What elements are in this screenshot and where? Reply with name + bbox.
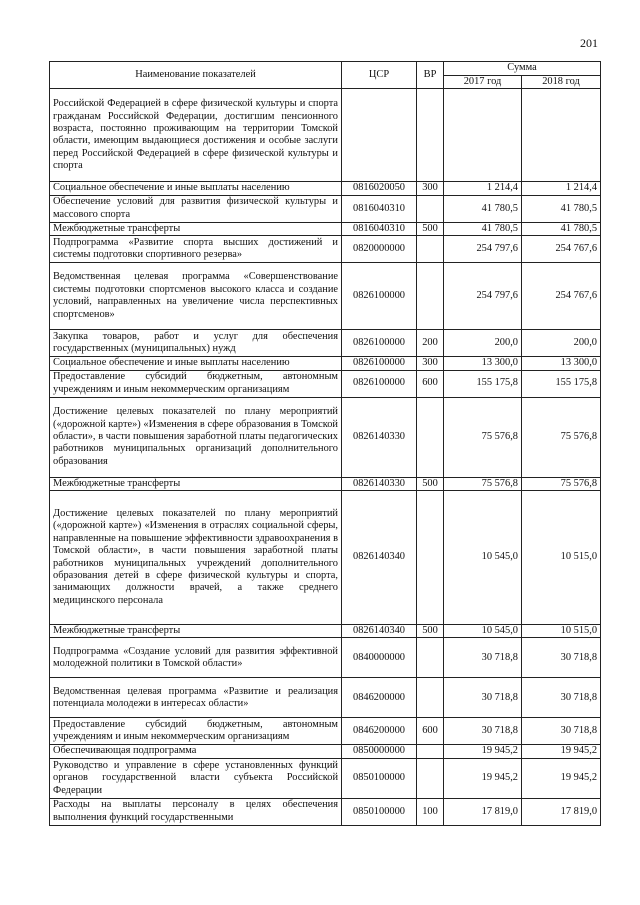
row-2018: 75 576,8 [522, 397, 601, 477]
row-csr: 0816040310 [342, 222, 417, 235]
row-csr: 0846200000 [342, 678, 417, 718]
table-row [50, 638, 601, 678]
row-name: Ведомственная целевая программа «Совершенствование системы подготовки спортсменов высокого класса и создание условий, направленных на увеличение числа перспективных спортсменов» [50, 263, 342, 330]
row-csr: 0850000000 [342, 745, 417, 758]
row-vr [417, 638, 444, 678]
row-2017: 10 545,0 [444, 625, 522, 638]
header-name: Наименование показателей [50, 62, 342, 89]
row-2017: 75 576,8 [444, 397, 522, 477]
row-2018: 10 515,0 [522, 625, 601, 638]
row-vr [417, 491, 444, 625]
row-csr: 0840000000 [342, 638, 417, 678]
row-2017: 30 718,8 [444, 678, 522, 718]
row-vr [417, 263, 444, 330]
row-2018: 10 515,0 [522, 491, 601, 625]
budget-table [49, 61, 601, 826]
row-2018: 155 175,8 [522, 370, 601, 397]
row-vr [417, 678, 444, 718]
row-name: Социальное обеспечение и иные выплаты населению [50, 182, 342, 195]
row-name: Социальное обеспечение и иные выплаты населению [50, 357, 342, 370]
row-name: Предоставление субсидий бюджетным, автономным учреждениям и иным некоммерческим организациям [50, 370, 342, 397]
table-row [50, 357, 601, 370]
row-2018: 17 819,0 [522, 798, 601, 825]
row-2018: 30 718,8 [522, 718, 601, 745]
row-name: Руководство и управление в сфере установленных функций органов государственной власти субъекта Российской Федерации [50, 758, 342, 798]
row-csr: 0816020050 [342, 182, 417, 195]
row-name: Российской Федерацией в сфере физической культуры и спорта гражданам Российской Федерации, достигшим пенсионного возраста, постоянно проживающим на территории Томской области, имеющим выдающиеся достижения и особые заслуги перед Российской Федерацией в сфере физической культуры и спорта [50, 89, 342, 182]
row-2018: 30 718,8 [522, 678, 601, 718]
row-2017: 254 797,6 [444, 236, 522, 263]
row-vr: 300 [417, 357, 444, 370]
table-row [50, 678, 601, 718]
table-row [50, 625, 601, 638]
row-2018: 200,0 [522, 330, 601, 357]
row-vr: 100 [417, 798, 444, 825]
header-2017: 2017 год [444, 76, 522, 89]
row-2017: 17 819,0 [444, 798, 522, 825]
table-row [50, 222, 601, 235]
table-row [50, 798, 601, 825]
row-vr: 500 [417, 477, 444, 490]
row-2017: 30 718,8 [444, 718, 522, 745]
row-name: Подпрограмма «Развитие спорта высших достижений и системы подготовки спортивного резерва» [50, 236, 342, 263]
row-csr [342, 89, 417, 182]
row-vr [417, 236, 444, 263]
row-2018 [522, 89, 601, 182]
row-2017: 19 945,2 [444, 758, 522, 798]
row-2018: 254 767,6 [522, 236, 601, 263]
row-name: Межбюджетные трансферты [50, 477, 342, 490]
row-2017: 155 175,8 [444, 370, 522, 397]
row-vr: 200 [417, 330, 444, 357]
table-row [50, 89, 601, 182]
row-name: Расходы на выплаты персоналу в целях обеспечения выполнения функций государственными [50, 798, 342, 825]
row-2017: 19 945,2 [444, 745, 522, 758]
row-2017: 41 780,5 [444, 222, 522, 235]
row-vr: 600 [417, 718, 444, 745]
header-2018: 2018 год [522, 76, 601, 89]
table-row [50, 758, 601, 798]
row-name: Достижение целевых показателей по плану мероприятий («дорожной карте») «Изменения в сфере образования в Томской области», в части повышения заработной платы педагогических работников муниципальных организаций дополнительного образования [50, 397, 342, 477]
row-csr: 0826100000 [342, 263, 417, 330]
table-row [50, 370, 601, 397]
row-2018: 19 945,2 [522, 745, 601, 758]
row-2017: 41 780,5 [444, 195, 522, 222]
row-csr: 0846200000 [342, 718, 417, 745]
row-csr: 0826100000 [342, 370, 417, 397]
row-name: Межбюджетные трансферты [50, 222, 342, 235]
row-vr: 500 [417, 222, 444, 235]
row-name: Предоставление субсидий бюджетным, автономным учреждениям и иным некоммерческим организациям [50, 718, 342, 745]
row-2017: 75 576,8 [444, 477, 522, 490]
row-name: Обеспечивающая подпрограмма [50, 745, 342, 758]
row-csr: 0850100000 [342, 758, 417, 798]
row-name: Закупка товаров, работ и услуг для обеспечения государственных (муниципальных) нужд [50, 330, 342, 357]
table-row [50, 330, 601, 357]
table-row [50, 477, 601, 490]
table-row [50, 745, 601, 758]
row-2017: 10 545,0 [444, 491, 522, 625]
header-csr: ЦСР [342, 62, 417, 89]
header-vr: ВР [417, 62, 444, 89]
row-csr: 0816040310 [342, 195, 417, 222]
row-csr: 0826140340 [342, 491, 417, 625]
row-vr [417, 758, 444, 798]
row-csr: 0826140340 [342, 625, 417, 638]
row-csr: 0826100000 [342, 357, 417, 370]
row-csr: 0820000000 [342, 236, 417, 263]
row-2017: 1 214,4 [444, 182, 522, 195]
row-2018: 19 945,2 [522, 758, 601, 798]
table-row [50, 195, 601, 222]
row-2017: 254 797,6 [444, 263, 522, 330]
row-vr [417, 195, 444, 222]
row-2017: 30 718,8 [444, 638, 522, 678]
row-2017: 200,0 [444, 330, 522, 357]
row-vr: 600 [417, 370, 444, 397]
row-2018: 254 767,6 [522, 263, 601, 330]
row-name: Межбюджетные трансферты [50, 625, 342, 638]
row-vr [417, 745, 444, 758]
row-name: Достижение целевых показателей по плану мероприятий («дорожной карте») «Изменения в отраслях социальной сферы, направленные на повышение эффективности здравоохранения в Томской области», в части повышения заработной платы работников муниципальных учреждений дополнительного образования детей в сфере физической культуры и спорта, занимающих должности врачей, а также среднего медицинского персонала [50, 491, 342, 625]
table-row [50, 491, 601, 625]
row-vr: 300 [417, 182, 444, 195]
row-2018: 75 576,8 [522, 477, 601, 490]
row-2018: 13 300,0 [522, 357, 601, 370]
row-vr: 500 [417, 625, 444, 638]
row-2018: 1 214,4 [522, 182, 601, 195]
row-csr: 0826140330 [342, 397, 417, 477]
header-sum: Сумма [444, 62, 601, 76]
row-csr: 0826140330 [342, 477, 417, 490]
row-vr [417, 397, 444, 477]
table-row [50, 718, 601, 745]
row-2017 [444, 89, 522, 182]
table-row [50, 397, 601, 477]
row-csr: 0826100000 [342, 330, 417, 357]
row-2018: 30 718,8 [522, 638, 601, 678]
table-row [50, 182, 601, 195]
row-2017: 13 300,0 [444, 357, 522, 370]
row-name: Ведомственная целевая программа «Развитие и реализация потенциала молодежи в интересах области» [50, 678, 342, 718]
row-2018: 41 780,5 [522, 195, 601, 222]
table-row [50, 263, 601, 330]
page-number: 201 [580, 36, 598, 50]
row-2018: 41 780,5 [522, 222, 601, 235]
table-row [50, 236, 601, 263]
row-name: Подпрограмма «Создание условий для развития эффективной молодежной политики в Томской области» [50, 638, 342, 678]
row-vr [417, 89, 444, 182]
row-csr: 0850100000 [342, 798, 417, 825]
row-name: Обеспечение условий для развития физической культуры и массового спорта [50, 195, 342, 222]
